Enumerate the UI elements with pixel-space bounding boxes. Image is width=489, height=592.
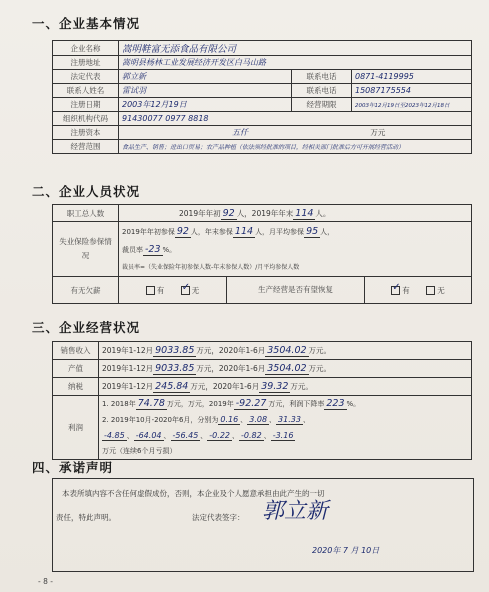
section-staff-title: 二、企业人员状况 [32, 184, 141, 199]
recover-yes-label: 有 [402, 285, 410, 295]
tax-text: 万元。 [290, 382, 313, 391]
section-ops-title: 三、企业经营状况 [32, 320, 141, 335]
scope-label: 经营范围 [53, 140, 119, 154]
sales-text: 万元。 [308, 346, 332, 355]
legal-phone-label: 联系电话 [292, 70, 352, 84]
legal-label: 法定代表 [53, 70, 119, 84]
profit-month: -4.85 [104, 431, 125, 440]
output-text: 万元。 [308, 364, 332, 373]
table-row [53, 56, 472, 70]
total-text: 人，2019年年末 [236, 208, 294, 218]
output-2020: 3504.02 [267, 363, 307, 374]
sales-2020: 3504.02 [267, 345, 307, 356]
ins-text: 人， [320, 227, 335, 236]
legal-phone: 0871-4119995 [352, 70, 472, 84]
staff-begin: 92 [222, 207, 235, 219]
contact-name: 雷试羽 [119, 84, 292, 98]
company-name: 嵩明鞋富无添食品有限公司 [119, 41, 472, 56]
table-row [53, 126, 472, 140]
table-row [53, 98, 472, 112]
total-text: 2019年年初 [179, 208, 221, 218]
profit-text: 万元，2019年 [187, 400, 234, 408]
ins-text: 2019年年初参保 [122, 227, 175, 236]
arrears-yes-checkbox[interactable] [146, 286, 155, 295]
business-period: 2003年12月19日至2023年12月18日 [352, 98, 472, 112]
table-row [53, 222, 472, 277]
page-number: - 8 - [38, 577, 53, 586]
contact-label: 联系人姓名 [53, 84, 119, 98]
total-staff-label: 职工总人数 [53, 205, 119, 222]
section-statement-title: 四、承诺声明 [32, 460, 114, 475]
profit-text: 万元（连续6个月亏损） [102, 447, 177, 455]
output-2019: 9033.85 [155, 363, 195, 374]
table-row [53, 360, 472, 378]
recover-no-label: 无 [437, 285, 445, 295]
reg-date-label: 注册日期 [53, 98, 119, 112]
table-row [53, 41, 472, 56]
output-text: 2019年1-12月 [102, 364, 154, 373]
profit-text: %。 [346, 400, 361, 408]
recover-label: 生产经营是否有望恢复 [227, 277, 365, 304]
profit-month: -64.04 [135, 431, 162, 440]
legal-sig-label: 法定代表签字： [192, 513, 245, 522]
ins-text: 人，年末参保 [190, 227, 233, 236]
capital-unit: 万元 [370, 128, 386, 137]
profit-drop-rate: 223 [326, 398, 345, 409]
table-row [53, 70, 472, 84]
profit-2018: 74.78 [137, 398, 165, 409]
ins-text: 裁员率 [122, 245, 143, 254]
tax-2019: 245.84 [155, 381, 189, 392]
recover-yes-checkbox[interactable] [391, 282, 401, 295]
reg-address: 嵩明县杨林工业发展经济开发区白马山路 [119, 56, 472, 70]
arrears-yes-label: 有 [156, 285, 165, 295]
statement-text-2: 责任，特此声明。 [56, 513, 116, 522]
table-row [53, 112, 472, 126]
capital-label: 注册资本 [53, 126, 119, 140]
ins-text: %。 [162, 245, 177, 254]
reg-date: 2003年12月19日 [119, 98, 292, 112]
profit-month: 3.08 [249, 415, 268, 424]
sales-label: 销售收入 [53, 342, 99, 360]
contact-phone-label: 联系电话 [292, 84, 352, 98]
capital-value: 五仟 [232, 128, 248, 137]
tax-text: 2019年1-12月 [102, 382, 154, 391]
name-label: 企业名称 [53, 41, 119, 56]
org-code-label: 组织机构代码 [53, 112, 119, 126]
table-row [53, 342, 472, 360]
tax-text: 万元，2020年1-6月 [190, 382, 260, 391]
sales-2019: 9033.85 [155, 345, 195, 356]
section-basic-title: 一、企业基本情况 [32, 16, 141, 31]
table-row [53, 277, 472, 304]
check-mark-icon: ✓ [392, 282, 401, 293]
org-code: 91430077 0977 8818 [119, 112, 472, 126]
output-label: 产值 [53, 360, 99, 378]
check-mark-icon: ✓ [181, 282, 191, 293]
statement-text: 本表所填内容不含任何虚假成份，否则，本企业及个人愿意承担由此产生的一切 [62, 489, 325, 498]
ins-begin: 92 [176, 225, 189, 237]
reg-addr-label: 注册地址 [53, 56, 119, 70]
contact-phone: 15087175554 [352, 84, 472, 98]
profit-text: 1. 2018年 [102, 400, 136, 408]
handwritten-signature: 郭立新 [262, 499, 329, 524]
profit-month: 0.16 [220, 415, 239, 424]
total-text: 人。 [315, 208, 331, 218]
layoff-rate: -23 [145, 243, 161, 255]
table-row [53, 205, 472, 222]
profit-month: -0.22 [209, 431, 230, 440]
recover-no-checkbox[interactable] [426, 286, 435, 295]
table-row [53, 140, 472, 154]
arrears-no-label: 无 [191, 285, 200, 295]
sales-text: 万元，2020年1-6月 [196, 346, 266, 355]
profit-label: 利润 [53, 396, 99, 460]
ins-end: 114 [234, 225, 254, 237]
profit-month: -0.82 [241, 431, 262, 440]
basic-info-table [52, 40, 472, 154]
ins-text: 人，月平均参保 [255, 227, 305, 236]
period-label: 经营期限 [292, 98, 352, 112]
profit-text: 万元，利润下降率 [268, 400, 325, 408]
arrears-no-checkbox[interactable] [181, 282, 191, 295]
arrears-label: 有无欠薪 [53, 277, 119, 304]
insurance-label: 失业保险参保情况 [53, 222, 119, 277]
profit-month: -3.16 [272, 431, 294, 440]
tax-2020: 39.32 [261, 381, 289, 392]
table-row [53, 84, 472, 98]
sales-text: 2019年1-12月 [102, 346, 154, 355]
profit-month: -56.45 [172, 431, 199, 440]
ins-avg: 95 [306, 225, 319, 237]
table-row [53, 378, 472, 396]
ops-table [52, 341, 472, 460]
output-text: 万元，2020年1-6月 [196, 364, 266, 373]
profit-2019: -92.27 [235, 398, 267, 409]
business-scope: 食品生产、销售；进出口贸易；农产品种植（依法须经批准的项目，经相关部门批准后方可开展经营活动） [119, 140, 472, 154]
staff-end: 114 [295, 207, 314, 219]
statement-date: 2020年 7 月 10日 [312, 546, 380, 555]
ins-note: 裁员率=（失业保险年初参保人数-年末参保人数）/月平均参保人数 [122, 263, 300, 271]
legal-rep: 郭立新 [119, 70, 292, 84]
table-row: 利润 1. 2018年 74.78 万元，万元，2019年 -92.27 万元，利润下降率 223 %。 2. 2019年10月-2020年6月，分别为 0.16 、 3.08 、 31.33 、 -4.85 、 -64.04 、 -56.45 、 -0.22 、 -0.82 、 -3.16 万元（连续6个月亏损） [53, 396, 472, 460]
tax-label: 纳税 [53, 378, 99, 396]
profit-text: 2. 2019年10月-2020年6月，分别为 [102, 416, 219, 424]
profit-month: 31.33 [278, 415, 301, 424]
staff-table [52, 204, 472, 304]
